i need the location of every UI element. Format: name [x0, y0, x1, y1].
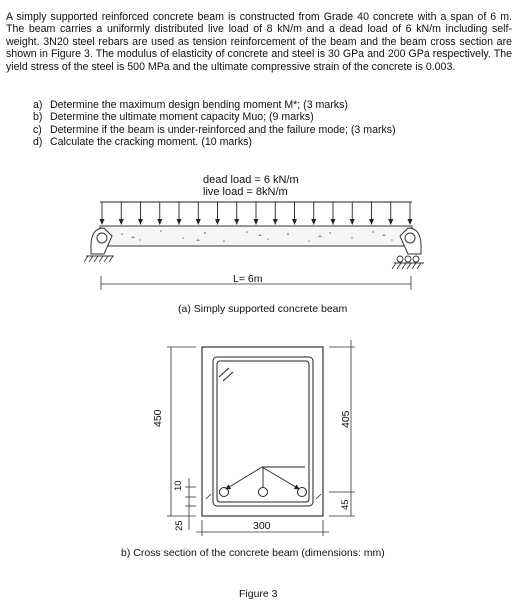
- load-arrow-head: [350, 219, 355, 225]
- question-label: b): [33, 111, 43, 124]
- question-text: Determine the ultimate moment capacity Muo; (9 marks): [50, 111, 314, 124]
- problem-statement: A simply supported reinforced concrete beam is constructed from Grade 40 concrete with a span of 6 m. The beam carries a uniformly distributed live load of 8 kN/m and a dead load of 6 kN/m including self-weight. 3N20 steel rebars are used as tension reinforcement of the beam and the beam cross section are shown in Figure 3. The modulus of elasticity of concrete and steel is 30 GPa and 200 GPa respectively. The yield stress of the steel is 500 MPa and the ultimate compressive strain of the concrete is 0.003.: [6, 11, 512, 73]
- question-text: Determine if the beam is under-reinforced and the failure mode; (3 marks): [50, 123, 396, 136]
- question-label: d): [33, 136, 43, 149]
- load-arrow-head: [369, 219, 374, 225]
- dim-ten-label: 10: [173, 480, 184, 491]
- question-text: Calculate the cracking moment. (10 marks): [50, 136, 252, 149]
- effective-depth-dimension: [329, 340, 355, 516]
- load-arrow-head: [273, 219, 278, 225]
- live-load-label: live load = 8kN/m: [203, 186, 288, 198]
- cover-dimension: [185, 478, 196, 530]
- cross-section: [202, 347, 323, 516]
- load-arrow-head: [100, 219, 105, 225]
- load-arrow-head: [119, 219, 124, 225]
- dim-height-label: 450: [152, 409, 164, 427]
- figure-a-caption: (a) Simply supported concrete beam: [178, 303, 348, 315]
- load-arrow-head: [196, 219, 201, 225]
- distributed-load: [100, 202, 413, 225]
- load-arrow-head: [177, 219, 182, 225]
- load-arrow-head: [408, 219, 413, 225]
- span-dimension: [101, 276, 411, 290]
- figure-title: Figure 3: [239, 588, 278, 600]
- dim-width-label: 300: [253, 520, 271, 532]
- load-arrow-head: [234, 219, 239, 225]
- width-dimension: [196, 520, 329, 536]
- load-arrow-head: [311, 219, 316, 225]
- load-arrow-head: [331, 219, 336, 225]
- dim-effective-label: 405: [340, 410, 352, 428]
- figure-b-caption: b) Cross section of the concrete beam (dimensions: mm): [121, 547, 385, 559]
- load-arrows: [100, 202, 413, 225]
- question-label: a): [33, 99, 43, 111]
- concrete-beam: [100, 226, 412, 246]
- load-arrow-head: [388, 219, 393, 225]
- question-label: c): [33, 123, 42, 136]
- load-arrow-head: [138, 219, 143, 225]
- load-arrow-head: [254, 219, 259, 225]
- load-arrow-head: [215, 219, 220, 225]
- span-label: L= 6m: [233, 273, 263, 285]
- dim-bottom-label: 45: [340, 499, 351, 510]
- load-arrow-head: [292, 219, 297, 225]
- question-text: Determine the maximum design bending moment M*; (3 marks): [50, 99, 348, 111]
- dim-cover-label: 25: [174, 520, 185, 531]
- load-arrow-head: [157, 219, 162, 225]
- height-dimension: [167, 347, 196, 516]
- dead-load-label: dead load = 6 kN/m: [203, 174, 299, 186]
